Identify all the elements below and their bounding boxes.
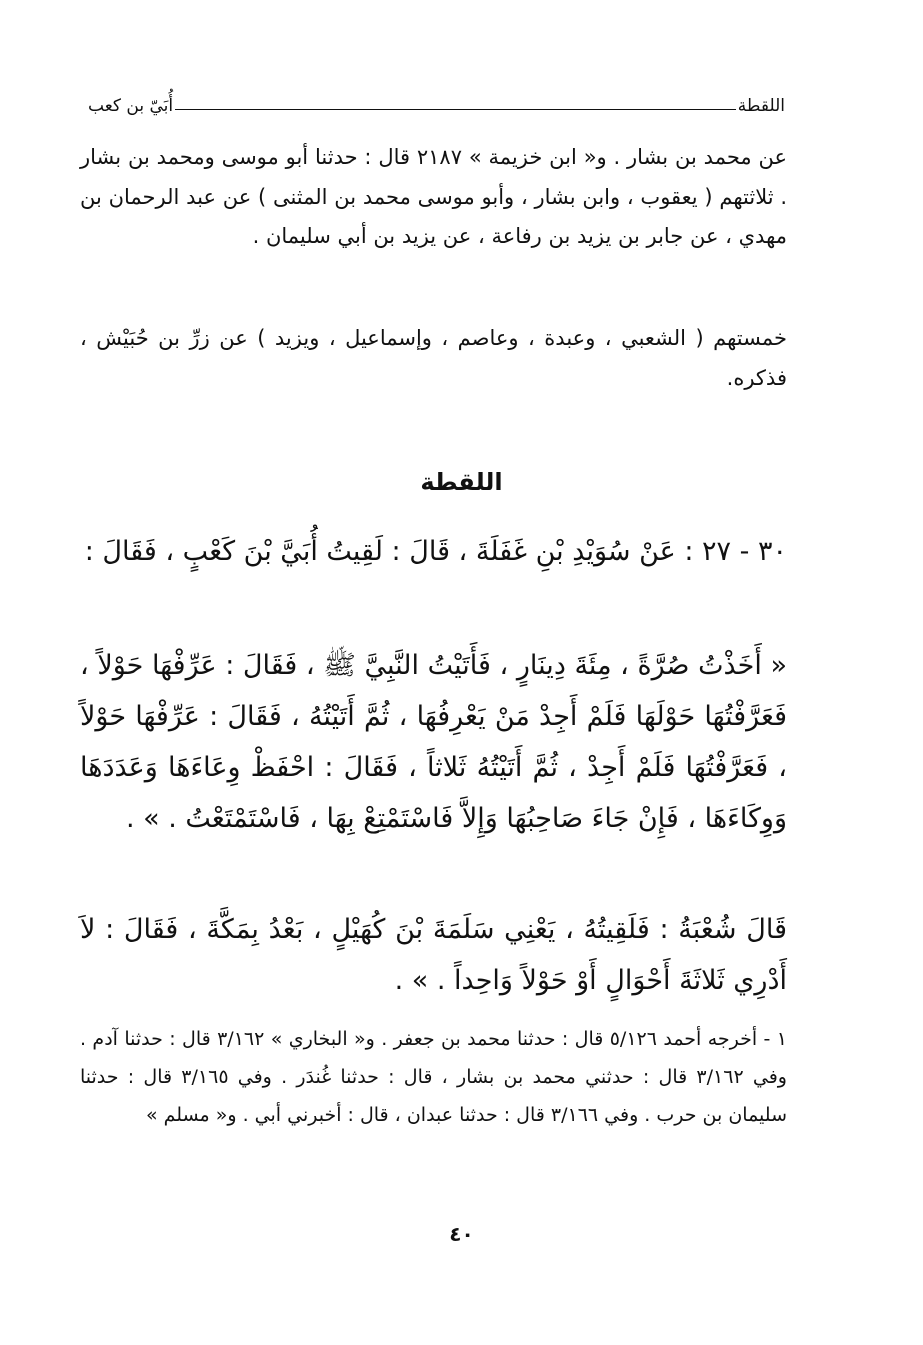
hadith-body: « أَخَذْتُ صُرَّةً ، مِئَةَ دِينَارٍ ، فَأَتَيْتُ النَّبِيَّ ﷺ ، فَقَالَ : عَرِّفْهَا حَوْلاً ، فَعَرَّفْتُهَا حَوْلَهَا فَلَمْ أَجِدْ مَنْ يَعْرِفُهَا ، ثُمَّ أَتَيْتُهُ ، فَقَالَ : عَرِّفْهَا حَوْلاً ، فَعَرَّفْتُهَا فَلَمْ أَجِدْ ، ثُمَّ أَتَيْتُهُ ثَلاثاً ، فَقَالَ : احْفَظْ وِعَاءَهَا وَعَدَدَهَا وَوِكَاءَهَا ، فَإِنْ جَاءَ صَاحِبُهَا وَإِلاَّ فَاسْتَمْتِعْ بِهَا ، فَاسْتَمْتَعْتُ . » . bbox=[80, 650, 787, 834]
running-header bbox=[84, 86, 787, 116]
section-title: اللقطة bbox=[420, 468, 503, 496]
book-title-header: أُبَيّ بن كعب bbox=[88, 96, 174, 116]
intro-paragraph: عن محمد بن بشار . و« ابن خزيمة » ٢١٨٧ قال : حدثنا أبو موسى ومحمد بن بشار . ثلاثتهم ( يعقوب ، وابن بشار ، وأبو موسى محمد بن المثنى ) عن عبد الرحمان بن مهدي ، عن جابر بن يزيد بن رفاعة ، عن يزيد بن أبي سليمان . bbox=[80, 145, 787, 248]
footnote: ١ - أخرجه أحمد ٥/١٢٦ قال : حدثنا محمد بن جعفر . و« البخاري » ٣/١٦٢ قال : حدثنا آدم . وفي ٣/١٦٢ قال : حدثني محمد بن بشار ، قال : حدثنا غُندَر . وفي ٣/١٦٥ قال : حدثنا سليمان بن حرب . وفي ٣/١٦٦ قال : حدثنا عبدان ، قال : أخبرني أبي . و« مسلم » bbox=[80, 1028, 787, 1126]
intro-paragraph-2: خمستهم ( الشعبي ، وعبدة ، وعاصم ، وإسماعيل ، ويزيد ) عن زرِّ بن حُبَيْش ، فذكره. bbox=[80, 326, 787, 390]
hadith-ending: قَالَ شُعْبَةُ : فَلَقِيتُهُ ، يَعْنِي سَلَمَةَ بْنَ كُهَيْلٍ ، بَعْدُ بِمَكَّةَ ، فَقَالَ : لاَ أَدْرِي ثَلاثَةَ أَحْوَالٍ أَوْ حَوْلاً وَاحِداً . » . bbox=[80, 914, 787, 996]
hadith-intro: ٣٠ - ٢٧ : عَنْ سُوَيْدِ بْنِ غَفَلَةَ ، قَالَ : لَقِيتُ أُبَيَّ بْنَ كَعْبٍ ، فَقَالَ : bbox=[84, 536, 787, 567]
header-rule bbox=[175, 109, 736, 110]
page-number: ٤٠ bbox=[449, 1222, 474, 1246]
chapter-title-header: اللقطة bbox=[737, 96, 785, 116]
